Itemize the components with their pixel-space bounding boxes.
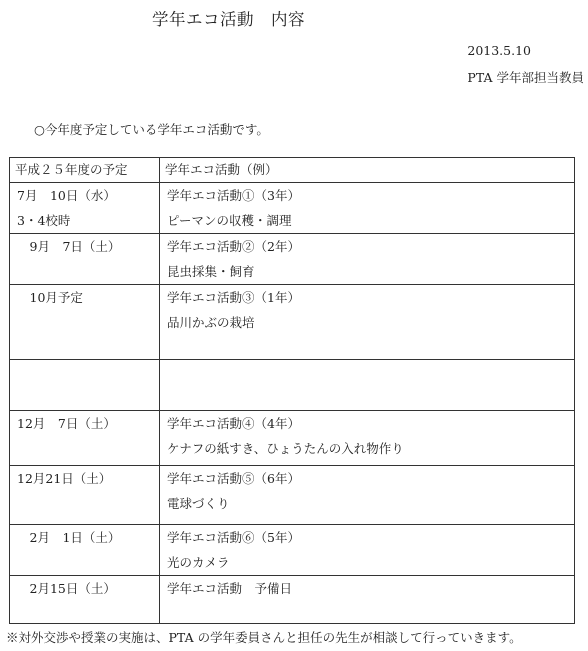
footnote: ※対外交渉や授業の実施は、PTA の学年委員さんと担任の先生が相談して行っていきます。 [6, 630, 522, 645]
row-date-line: 2月15日（土） [17, 581, 116, 596]
document-author: PTA 学年部担当教員 [467, 70, 584, 85]
table-row [10, 576, 575, 624]
table-header-row [10, 158, 575, 183]
row-activity [160, 183, 575, 234]
row-activity-line: ケナフの紙すき、ひょうたんの入れ物作り [167, 441, 404, 456]
row-activity-line: 学年エコ活動①（3年） [167, 188, 300, 203]
document-title: 学年エコ活動 内容 [152, 10, 305, 29]
header-date: 平成２５年度の予定 [10, 158, 160, 183]
schedule-table [9, 157, 575, 624]
row-activity-line: 学年エコ活動⑤（6年） [167, 471, 300, 486]
row-date-line: 10月予定 [17, 290, 83, 305]
row-activity-line: 品川かぶの栽培 [167, 315, 255, 330]
row-activity-line: 学年エコ活動③（1年） [167, 290, 300, 305]
row-date-line: 12月21日（土） [17, 471, 112, 486]
row-date-line: 9月 7日（土） [17, 239, 121, 254]
row-date [10, 234, 160, 285]
header-activity: 学年エコ活動（例） [160, 158, 575, 183]
row-date-line: 12月 7日（土） [17, 416, 116, 431]
row-date [10, 576, 160, 624]
document-date: 2013.5.10 [467, 43, 531, 58]
row-activity [160, 285, 575, 360]
row-activity [160, 234, 575, 285]
table-row-empty [10, 360, 575, 411]
row-activity-line: 学年エコ活動 予備日 [167, 581, 293, 596]
row-activity-line: 光のカメラ [167, 555, 230, 570]
row-date [10, 285, 160, 360]
row-activity [160, 466, 575, 525]
row-activity [160, 576, 575, 624]
row-activity-line: ピーマンの収穫・調理 [167, 213, 292, 228]
row-date-line: 7月 10日（水） [17, 188, 116, 203]
row-activity-line: 学年エコ活動②（2年） [167, 239, 300, 254]
table-row [10, 466, 575, 525]
row-date-line: 2月 1日（土） [17, 530, 121, 545]
row-activity [160, 411, 575, 466]
row-date-line: 3・4校時 [17, 213, 71, 228]
table-row [10, 183, 575, 234]
intro-text: ○今年度予定している学年エコ活動です。 [34, 122, 269, 137]
row-activity-line: 学年エコ活動⑥（5年） [167, 530, 300, 545]
row-date [10, 466, 160, 525]
row-activity-empty [160, 360, 575, 411]
row-activity-line: 昆虫採集・飼育 [167, 264, 255, 279]
table-row [10, 234, 575, 285]
row-date [10, 525, 160, 576]
table-row [10, 285, 575, 360]
row-activity-line: 学年エコ活動④（4年） [167, 416, 300, 431]
table-row [10, 525, 575, 576]
row-activity [160, 525, 575, 576]
row-date-empty [10, 360, 160, 411]
table-row [10, 411, 575, 466]
row-activity-line: 電球づくり [167, 496, 230, 511]
row-date [10, 183, 160, 234]
row-date [10, 411, 160, 466]
